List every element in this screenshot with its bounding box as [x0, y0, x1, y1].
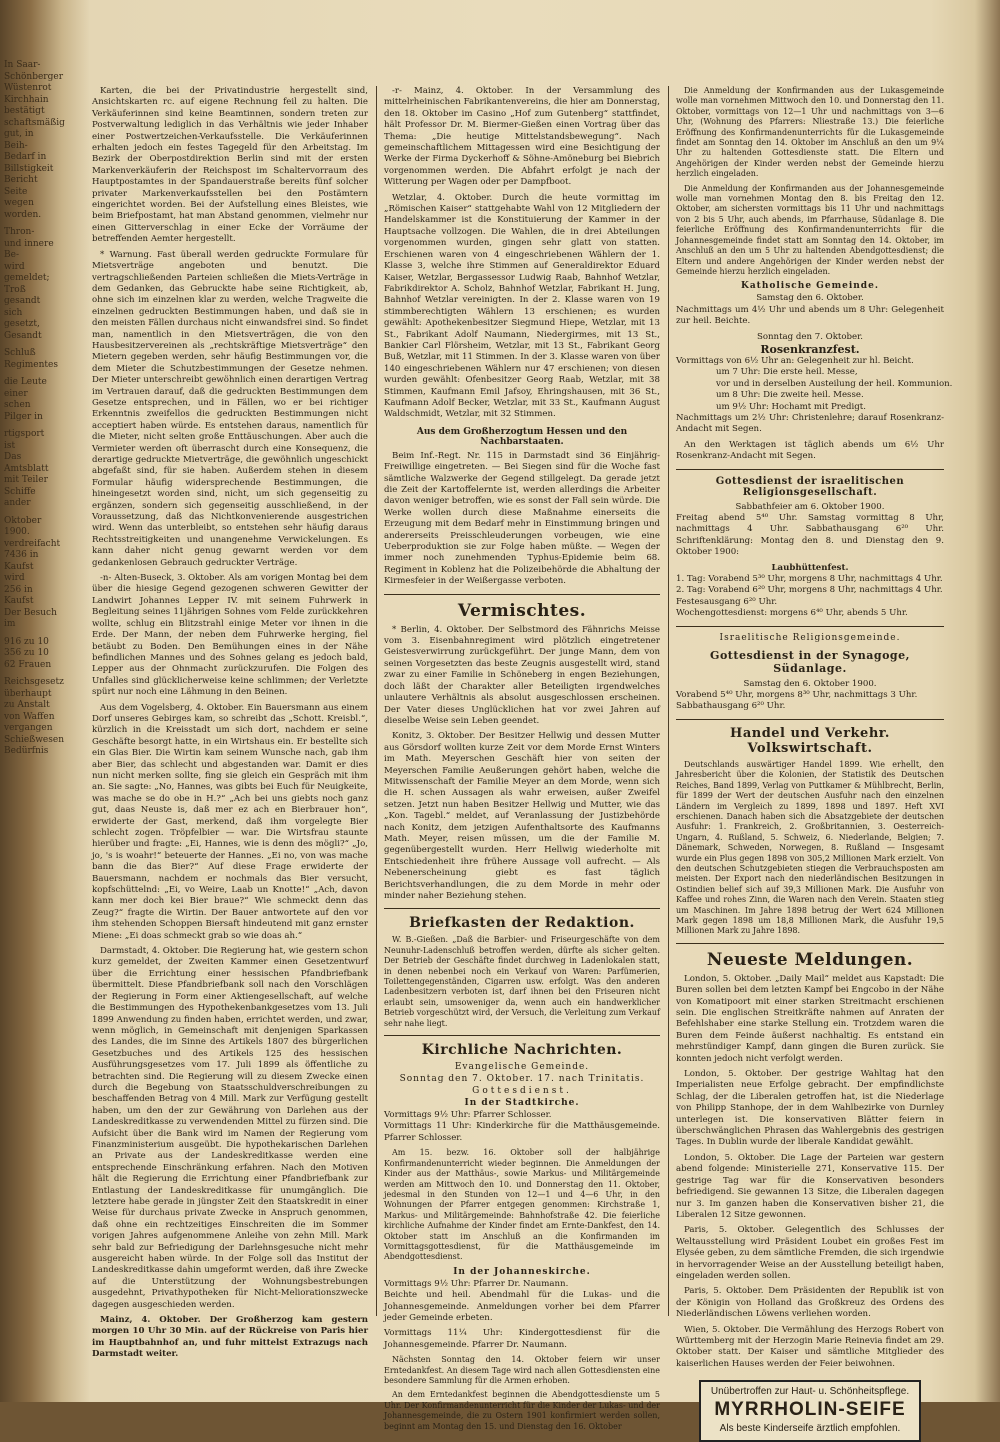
- israelite-line: Sabbathfeier am 6. Oktober 1900.: [735, 501, 885, 512]
- catholic-line: Nachmittags um 2½ Uhr: Christenlehre; darauf Rosenkranz-Andacht mit Segen.: [676, 412, 944, 435]
- ad-tagline: Unübertroffen zur Haut- u. Schönheitspflege.: [710, 1386, 910, 1398]
- article-berlin-suicide: * Berlin, 4. Oktober. Der Selbstmord des Fähnrichs Meisse vom 3. Eisenbahnregiment wird plötzlich eingetretener Geistesverwirrung zurückgeführt. Der junge Mann, dem von seinen Vorgesetzten das beste Zeugnis ausgestellt wird, stand zwar zu einer Familie in Schöneberg in engen Beziehungen, doch läßt der Charakter aller Beteiligten irgendwelches unlautere Verhältnis als absolut ausgeschlossen erscheinen. Der Vater dieses Unglücklichen hat vor zwei Jahren auf dieselbe Weise sein Leben geendet.: [384, 624, 660, 726]
- israelite-line: 1. Tag: Vorabend 5³⁰ Uhr, morgens 8 Uhr, nachmittags 4 Uhr.: [676, 574, 943, 585]
- news-london-boers: London, 5. Oktober. „Daily Mail“ meldet aus Kapstadt: Die Buren sollen bei dem letzten Kampf bei Engcobo in der Nähe von Komatipoort mit einer starken Streitmacht erschienen sein. Die englischen Streitkräfte nahmen auf Anraten der Befehlshaber eine starke Stellung ein. Trotzdem waren die Buren dem Feinde äußerst nachhaltig. Es entstand ein mehrstündiger Kampf, dann gingen die Buren zurück. Sie konnten jedoch nicht verfolgt werden.: [676, 973, 944, 1064]
- news-london-parties: London, 5. Oktober. Die Lage der Parteien war gestern abend folgende: Ministerielle 271, Konservative 115. Der gestrige Tag war für die Konservativen besonders befriedigend. Sie gewannen 13 Sitze, die Liberalen dagegen nur 3. Im ganzen haben die Konservativen bisher 21, die Liberalen 12 Sitze gewonnen.: [676, 1152, 944, 1220]
- subheading-johanneskirche: In der Johanneskirche.: [453, 1266, 591, 1277]
- service-line: Vormittags 9½ Uhr: Pfarrer Schlosser.: [384, 1110, 552, 1121]
- prev-fragment: Oktober 1900. verdreifacht 7436 in Kaufst wird 256 in Kaufst Der Besuch im: [4, 515, 61, 629]
- article-warning-leases: * Warnung. Fast überall werden gedruckte Formulare für Mietsverträge angeboten und benutzt. Die vertragschließenden Parteien schließen die Miets-Verträge in dem Gedanken, das Gebruckte habe seine Richtigkeit, ab, ohne sich im einzelnen klar zu werden, welche Tragweite die einzelnen gedruckten Bestimmungen haben, und daß sie in den meisten Fällen durchaus nicht einwandsfrei sind. So findet man, namentlich in den Mietsverträgen, die von den Hausbesitzervereinen als „rechtskräftige Mietsverträge“ den Mietern gegeben werden, sehr häufig Bestimmungen vor, die dem Mieter die Schutzbestimmungen der Gesetze nehmen. Der Mieter unterschreibt gewöhnlich einen derartigen Vertrag im Vertrauen darauf, daß die gedruckten Bestimmungen dem Gesetze entsprechen, und in Fällen, wo er bei richtiger Erkenntnis zweifellos die gedruckten Bestimmungen nicht acceptiert haben würde. Es entstehen daraus, namentlich für die Mieter, nicht selten große Enttäuschungen. Aber auch die Vermieter werden oft überrascht durch eine Konsequenz, die derartige gedruckte Mietverträge, die gewöhnlich ungeschickt abgefaßt sind, für sie haben. Außerdem stehen in diesem Formular häufig widersprechende Bestimmungen, die hineingesetzt worden sind, nicht, um sich gegenseitig zu ergänzen, sondern sich gegenseitig ausschließend, in der Voraussetzung, daß das Nichtkonvenierende ausgestrichen wird. Wenn das unterbleibt, so entstehen sehr häufig daraus Rechtsstreitigkeiten und unangenehme Verwickelungen. Es kann daher nicht genug gewarnt werden vor dem gedankenlosen Gebrauch gedruckter Verträge.: [92, 249, 368, 568]
- synagogue-line: Samstag den 6. Oktober 1900.: [743, 678, 877, 689]
- divider: [676, 626, 944, 627]
- article-infantry-siegen: Beim Inf.-Regt. Nr. 115 in Darmstadt sind 36 Einjährig-Freiwillige eingetreten. — Bei Siegen sind für die Woche fast sämtliche Walzwerke der Gegend stillgelegt. Da gerade jetzt die Zeit der Kartoffelernte ist, werden allerdings die Arbeiter davon weniger betroffen, wie es sonst der Fall sein würde. Die Werke wollen durch diese Maßnahme einerseits die Erzeugung mit dem Bedarf mehr in Einstimmung bringen und andererseits Preisschleuderungen vorbeugen, wie eine Ueberproduktion sie zur Folge haben müßte. — Wegen der immer noch zunehmenden Typhus-Epidemie beim 68. Regiment in Koblenz hat die Polizeibehörde die Abhaltung der Kirmesfeier in der Weißergasse verboten.: [384, 450, 660, 587]
- synagogue-line: Sabbathausgang 6²⁰ Uhr.: [676, 701, 786, 712]
- divider: [384, 594, 660, 595]
- israelite-line: Laubhüttenfest.: [771, 562, 849, 573]
- divider: [384, 908, 660, 909]
- catholic-line: vor und in derselben Austeilung der heil. Kommunion.: [716, 378, 953, 389]
- news-vienna-wedding: Wien, 5. Oktober. Die Vermählung des Herzogs Robert von Württemberg mit der Herzogin Marie Reinevia findet am 29. Oktober statt. Der Kaiser und sämtliche Mitglieder des kaiserlichen Hauses werden der Feier beiwohnen.: [676, 1324, 944, 1369]
- israelite-line: 2. Tag: Vorabend 6²⁰ Uhr, morgens 8 Uhr, nachmittags 4 Uhr.: [676, 585, 943, 596]
- column-3: [676, 86, 953, 1435]
- evening-service-notice: An dem Erntedankfest beginnen die Abendgottesdienste um 5 Uhr. Der Konfirmandenunterricht für die Kinder der Lukas- und der Johannesgemeinde, die zu Ostern 1901 konfirmiert werden sollen, beginnt am Montag den 15. und Dienstag den 16. Oktober: [384, 1390, 660, 1431]
- lukas-confirmation: Die Anmeldung der Konfirmanden aus der Lukasgemeinde wolle man vornehmen Mittwoch den 10. und Donnerstag den 11. Oktober, vormittags von 12—1 Uhr und nachmittags von 3—6 Uhr, (Wohnung des Pfarrers: Nliestraße 13.) Die feierliche Eröffnung des Konfirmandenunterrichts für die Lukasgemeinde findet am Sonntag den 14. Oktober im Anschluß an den um 9¼ Uhr zu haltenden Gottesdienste statt. Die Eltern und Angehörigen der Kinder werden nebst der Gemeinde hierzu herzlich eingeladen.: [676, 86, 944, 179]
- section-heading-briefkasten: Briefkasten der Redaktion.: [409, 915, 635, 932]
- article-mainz-manufacturers: -r- Mainz, 4. Oktober. In der Versammlung des mittelrheinischen Fabrikantenvereins, die hier am Donnerstag, den 18. Oktober im Casino „Hof zum Gutenberg“ stattfindet, hält Professor Dr. M. Biermer-Gießen einen Vortrag über das Thema: „Die heutige Mittelstandsbewegung“. Nach gemeinschaftlichem Mittagessen wird eine Besichtigung der Werke der Firma Dyckerhoff & Söhne-Amöneburg bei Biebrich vorgenommen werden. Die Abfahrt erfolgt je nach der Witterung per Wagen oder per Dampfboot.: [384, 86, 660, 188]
- news-paris-exhibition: Paris, 5. Oktober. Gelegentlich des Schlusses der Weltausstellung wird Präsident Loubet ein großes Fest im Elysée geben, zu dem sämtliche Fremden, die sich irgendwie in hervorragender Weise an der Ausstellung beteiligt haben, eingeladen werden sollen.: [676, 1225, 944, 1281]
- catholic-line: Samstag den 6. Oktober.: [756, 293, 864, 304]
- service-date: Sonntag den 7. Oktober. 17. nach Trinitatis.: [399, 1074, 645, 1085]
- article-wetzlar-election: Wetzlar, 4. Oktober. Durch die heute vormittag im „Römischen Kaiser“ stattgehabte Wahl von 12 Mitgliedern der Handelskammer ist die Konstituierung der Kammer in der Hauptsache vollzogen. Die Wahlen, die in drei Abteilungen vorgenommen wurden, gingen sehr glatt von statten. Erschienen waren von 4 eingeschriebenen Wählern der 1. Klasse 3, welche ihre Stimmen auf Generaldirektor Eduard Kaiser, Wetzlar, Bergassessor Ludwig Raab, Bahnhof Wetzlar, Fabrikdirektor A. Scholz, Bahnhof Wetzlar, Fabrikant H. Jung, Bahnhof Wetzlar vereinigten. In der 2. Klasse waren von 19 stimmberechtigten Wählern 13 erschienen; es wurden gewählt: Apothekenbesitzer Siegmund Hiepe, Wetzlar, mit 13 St., Fabrikant Adolf Naumann, Niedergirmes, mit 13 St., Bankier Carl Flörsheim, Wetzlar, mit 13 St., Fabrikant Georg Buß, Wetzlar, mit 11 Stimmen. In der 3. Klasse waren von über 140 eingeschriebenen Wählern nur 47 erschienen; von diesen wurden gewählt: Ofenbesitzer Georg Raab, Wetzlar, mit 38 Stimmen, Kaufmann Emil Jafsoy, Ehringshausen, mit 36 St., Kaufmann Adolf Becker, Wetzlar, mit 33 St., Kaufmann August Waldschmidt, Wetzlar, mit 32 Stimmen.: [384, 192, 660, 420]
- letter-reply: W. B.-Gießen. „Daß die Barbier- und Friseurgeschäfte von dem Neunuhr-Ladenschluß betroffen werden, dürfte als sicher gelten. Der Betrieb der Geschäfte findet durchweg in Ladenlokalen statt, in denen nebenbei noch ein Verkauf von Waren: Parfümerien, Toilettengegenständen, Cigarren usw. erfolgt. Was den anderen Ladenbesitzern verboten ist, darf ihnen bei den Friseuren nicht erlaubt sein, umsoweniger da, wenn auch ein handwerklicher Betrieb vorgeschützt wird, der Versuch, die Verleitung zum Verkauf sehr nahe liegt.: [384, 935, 660, 1028]
- synagogue-line: Vorabend 5⁴⁰ Uhr, morgens 8³⁰ Uhr, nachmittags 3 Uhr.: [676, 690, 918, 701]
- heading-latest-news: Neueste Meldungen.: [706, 949, 914, 970]
- prev-fragment: 916 zu 10 356 zu 10 62 Frauen: [4, 636, 52, 670]
- confirmation-notice: Am 15. bezw. 16. Oktober soll der halbjährige Konfirmandenunterricht wieder beginnen. Die Anmeldungen der Kinder aus der Matthäus-, sowie Markus- und Militärgemeinde werden am Mittwoch den 10. und Donnerstag den 11. Oktober, jedesmal in den Stunden von 12—1 und 4—6 Uhr, in den Wohnungen der Pfarrer entgegen genommen: Kirchstraße 1, Markus- und Militärgemeinde: Bahnhofstraße 42. Die feierliche kirchliche Aufnahme der Kinder findet am Ernte-Dankfest, den 14. Oktober statt im Anschluß an die Konfirmanden im Vormittagsgottesdienst, für die Matthäusgemeinde im Abendgottesdienst.: [384, 1148, 660, 1262]
- previous-page-edge: [0, 60, 65, 1400]
- divider: [676, 943, 944, 944]
- harvest-notice: Nächsten Sonntag den 14. Oktober feiern wir unser Erntedankfest. An diesem Tage wird nach allen Gottesdiensten eine besondere Sammlung für die Armen erhoben.: [384, 1355, 660, 1385]
- article-foreign-trade: Deutschlands auswärtiger Handel 1899. Wie erhellt, den Jahresbericht über die Kolonien, der Statistik des Deutschen Reiches, Band 1899, Verlag von Puttkamer & Mühlbrecht, Berlin, für 1899 der Wert der deutschen Ausfuhr nach den einzelnen Ländern im Vergleich zu 1899, 1898 und 1897. Heft XVI erschienen. Danach haben sich die Absatzgebiete der deutschen Ausfuhr: 1. Frankreich, 2. Großbritannien, 3. Oesterreich-Ungarn, 4. Rußland, 5. Schweiz, 6. Niederlande, Belgien; 7. Dänemark, Schweden, Norwegen, 8. Rußland — Insgesamt wurde ein Plus gegen 1898 von 305,2 Millionen Mark erzielt. Von den deutschen Schutzgebieten stiegen die Verbrauchsposten am meisten. Der Export nach den niederländischen Besitzungen in Ostindien belief sich auf 39,3 Millionen Mark. Die Ausfuhr von Kaffee und rohes Zinn, die Waren nach den Verein. Staaten stieg um Maschinen. Im Jahre 1898 betrug der Wert 624 Millionen Mark gegen 1898 um 18,8 Millionen Mark, die Ausfuhr 19,5 Millionen Mark zu Jahre 1898.: [676, 759, 944, 936]
- heading-trade: Handel und Verkehr. Volkswirtschaft.: [730, 725, 890, 756]
- catholic-line: An den Werktagen ist täglich abends um 6½ Uhr Rosenkranz-Andacht mit Segen.: [676, 439, 944, 462]
- news-london-election: London, 5. Oktober. Der gestrige Wahltag hat den Imperialisten neue Erfolge gebracht. Der empfindlichste Schlag, der die Liberalen getroffen hat, ist die Niederlage von Philipp Stanhope, der in dem Wahlbezirke von Durnley unterlegen ist. Die konservativen Blätter feiern in überschwänglichen Phrasen das Wahlergebnis des gestrigen Tages. In Dublin wurde der liberale Kandidat gewählt.: [676, 1069, 944, 1148]
- section-heading-kirchliche: Kirchliche Nachrichten.: [421, 1042, 623, 1059]
- prev-fragment: In Saar- Schönberger Wüstenrot Kirchhain bestätigt schaftsmäßig gut, in Beih- Bedarf in Billstigkeit Bericht Seite wegen worden.: [4, 60, 65, 220]
- column-1: [92, 86, 368, 1360]
- catholic-line: Nachmittags um 4½ Uhr und abends um 8 Uhr: Gelegenheit zur heil. Beichte.: [676, 304, 944, 327]
- article-mainz-grand-duke: Mainz, 4. Oktober. Der Großherzog kam gestern morgen 10 Uhr 30 Min. auf der Rückreise von Paris hier im Hauptbahnhof an, und fuhr mittelst Extrazugs nach Darmstadt weiter.: [92, 1315, 368, 1360]
- heading-synagogue: Gottesdienst in der Synagoge, Südanlage.: [710, 648, 910, 675]
- prev-fragment: Schluß Regimentes: [4, 348, 58, 370]
- catholic-line: Sonntag den 7. Oktober.: [756, 331, 864, 342]
- catholic-line: um 7 Uhr: Die erste heil. Messe,: [716, 367, 858, 378]
- article-alten-buseck: -n- Alten-Buseck, 3. Oktober. Als am vorigen Montag bei dem über die hiesige Gegend gezogenen schweren Gewitter der Landwirt Johannes Lepper IV. mit seinem Fuhrwerk in Begleitung seines 11jährigen Sohnes vom Felde zurückkehren wollte, schlug ein Blitzstrahl einige Meter vor ihnen in die Erde. Der Mann, der neben dem Fuhrwerke herging, fiel betäubt zu Boden. Den Bemühungen eines in der Nähe befindlichen Mannes und des Sohnes gelang es jedoch bald, Lepper aus der Ohnmacht zurückzurufen. Die Folgen des Unfalles sind glücklicherweise keine schlimmen; der Verletzte spürt nur noch eine Lähmung in den Beinen.: [92, 573, 368, 698]
- subheading-service: Gottesdienst.: [472, 1086, 572, 1097]
- prev-fragment: Reichsgesetz überhaupt zu Anstalt von Waffen vergangen Schießwesen Bedürfnis: [4, 677, 64, 756]
- catholic-line: Vormittags von 6½ Uhr an: Gelegenheit zur hl. Beicht.: [676, 355, 914, 366]
- article-vogelsberg: Aus dem Vogelsberg, 4. Oktober. Ein Bauersmann aus einem Dorf unseres Gebirges kam, so schreibt das „Schott. Kreisbl.“, kürzlich in die Kreisstadt um sich dort, nachdem er seine Geschäfte besorgt hatte, in ein Wirtshaus ein. Er bestellte sich ein Glas Bier. Die Wirtin kam seinem Wunsche nach, gab ihm aber Bier, das schlecht und abgestanden war. Damit er dies nun nicht merken sollte, fing sie gleich ein Gespräch mit ihm an. Sie sagte: „No, Hannes, was gibts bei Euch für Neuigkeite, was mache se do obe in H.?“ „Ach bei uns giebts noch ganz gut, daas Neuste is, daß mer ez ach en Bierbrauer hon“, erwiderte der Gast, merkend, daß ihm vorgelegte Bier schlecht zogen. Tröpfelbier — war. Die Wirtsfrau staunte hierüber und fragte: „Ei, Hannes, wie is denn des mögli?“ „Jo, jo, 's is woahr!“ beteuerte der Hannes. „Ei no, von was mache bann die das Bier?“ Auf diese Frage erwiderte der Bauersmann, nachdem er nochmals das Bier versucht, kopfschüttelnd: „Ei, vo Weire, Laab un Knotte!“ „Ach, davon kann mer doch kei Bier braue?“ Wie schmeckt denn das Zeug?“ fragte die Wirtin. Der Bauer antwortete auf den vor ihm stehenden Schoppen Biersaft hindeutend mit ganz ernster Miene: „Ei doas schmeckt grab so wie doas ah.“: [92, 702, 368, 941]
- service-line: Beichte und heil. Abendmahl für die Lukas- und die Johannesgemeinde. Anmeldungen vorher bei dem Pfarrer jeder Gemeinde erbeten.: [384, 1290, 660, 1323]
- section-heading-hessen: Aus dem Großherzogtum Hessen und den Nachbarstaaten.: [416, 426, 628, 447]
- column-rule: [376, 86, 377, 1316]
- prev-fragment: rtigsport ist Das Amtsblatt mit Teiler Schiffe ander: [4, 429, 49, 508]
- heading-israelite-community: Israelitische Religionsgemeinde.: [719, 632, 901, 643]
- catholic-line: Rosenkranzfest.: [760, 342, 860, 356]
- divider: [676, 469, 944, 470]
- article-konitz: Konitz, 3. Oktober. Der Besitzer Hellwig und dessen Mutter aus Görsdorf wollten kurze Zeit vor dem Morde Ernst Winters im Math. Meyerschen Geschäft hier von seiten der Meyerschen Familie Aeußerungen gehört haben, welche die Mitwissenschaft der Familie Meyer an dem Morde, wenn sich die H. schen Aussagen als wahr erweisen, außer Zweifel setzen. Jetzt nun haben Besitzer Hellwig und Mutter, wie das „Kon. Tagebl.“ meldet, auf Veranlassung der Justizbehörde nach Konitz, dem jetzigen Aufenthaltsorte des Kaufmanns Math. Meyer, reisen müssen, um die der Familie M. gegenübergestellt wurden. Herr Hellwig wiederholte mit Entschiedenheit ihre frühere Aussage voll aufrecht. — Als Nebenerscheinung giebt es fast täglich Berichtsverhandlungen, die zu dem Morde in mehr oder minder naher Beziehung stehen.: [384, 731, 660, 901]
- divider: [384, 1035, 660, 1036]
- ad-product-name: MYRRHOLIN-SEIFE: [714, 1399, 906, 1421]
- heading-israelite-society: Gottesdienst der israelitischen Religionsgesellschaft.: [715, 475, 905, 498]
- prev-fragment: Thron- und innere Be- wird gemeldet; Troß gesandt sich gesetzt, Gesandt: [4, 227, 54, 341]
- subheading-evangelical: Evangelische Gemeinde.: [454, 1062, 590, 1073]
- johannes-confirmation: Die Anmeldung der Konfirmanden aus der Johannesgemeinde wolle man vornehmen Montag den 8. bis Freitag den 12. Oktober, am sichersten vormittags bis 11 Uhr und nachmittags von 2 bis 5 Uhr, auch abends, im Pfarrhause, Südanlage 8. Die feierliche Eröffnung des Konfirmandenunterrichts für die Johannesgemeinde findet statt am Sonntag den 14. Oktober, im Anschluß an den um 5 Uhr zu haltenden Abendgottesdienst; die Eltern und andere Angehörigen der Kinder werden nebst der Gemeinde hierzu herzlich eingeladen.: [676, 183, 944, 276]
- prev-fragment: die Leute einer schen Pilger in: [4, 377, 47, 422]
- subheading-stadtkirche: In der Stadtkirche.: [464, 1098, 580, 1109]
- article-postal-sales: Karten, die bei der Privatindustrie hergestellt sind, Ansichtskarten rc. auf eigene Rechnung feil zu halten. Die Verkäuferinnen sind keine Beamtinnen, sondern treten zur Postverwaltung lediglich in das Verhältnis wie jeder Inhaber einer Postwertzeichen-Verkaufsstelle. Die Verkäuferinnen erhalten jedoch ein festes Tagegeld für den Arbeitstag. Im Bezirk der Oberpostdirektion Berlin sind mit der ersten Markenverkäuferin der Reichspost im Schaltervorraum des Hauptpostamtes in der Spandauerstraße bereits fünf solcher privater Markenverkaufsstellen bei den Postämtern eingerichtet worden. Bei der Aufstellung eines Bleistes, wie beim Briefpostamt, hat man Abstand genommen, vielmehr nur einen Gitterverschlag in einer Ecke der Vorräume der betreffenden Aemter hergestellt.: [92, 86, 368, 245]
- news-paris-order: Paris, 5. Oktober. Dem Präsidenten der Republik ist von der Königin von Holland das Großkreuz des Ordens des Niederländischen Löwens verliehen worden.: [676, 1286, 944, 1320]
- soap-advertisement: [699, 1380, 921, 1442]
- catholic-line: um 8 Uhr: Die zweite heil. Messe.: [716, 390, 864, 401]
- israelite-line: Wochengottesdienst: morgens 6⁴⁰ Uhr, abends 5 Uhr.: [676, 608, 908, 619]
- heading-catholic: Katholische Gemeinde.: [741, 281, 879, 292]
- catholic-line: um 9½ Uhr: Hochamt mit Predigt.: [716, 401, 866, 412]
- article-darmstadt-bank: Darmstadt, 4. Oktober. Die Regierung hat, wie gestern schon kurz gemeldet, der Zweiten Kammer einen Gesetzentwurf über die Errichtung einer hessischen Pfandbriefbank übermittelt. Diese Pfandbriefbank soll nach den Vorschlägen der Regierung in Form einer Aktiengesellschaft, auf welche die Bestimmungen des Hypothekenbankgesetzes vom 13. Juli 1899 Anwendung zu finden haben, errichtet werden, und zwar, wenn möglich, in Gemeinschaft mit denjenigen Sparkassen des Landes, die im Sinne des Artikels 1807 des bürgerlichen Gesetzbuches und des Artikels 125 des hessischen Ausführungsgesetzes vom 17. Juli 1899 als öffentliche zu betrachten sind. Die Regierung will zu diesem Zwecke einen durch die Begebung von Staatsschuldverschreibungen zu beschaffenden Betrag von 4 Mill. Mark zur Verfügung gestellt haben, um den der zur Gewährung von Darlehen aus der Landeskreditkasse zu verwendenden Mittel zu fürzen sind. Die Aufsicht über die Bank wird im Namen der Regierung vom Finanzministerium ausgeübt. Die hypothekarischen Darlehen an Private aus der Landeskreditkasse werden eine entsprechende Einschränkung erfahren. Nach den Motiven hält die Regierung die Errichtung einer Pfandbriefbank zur Entlastung der Landeskreditkasse für unumgänglich. Die letztere habe gerade in jüngster Zeit den Staatskredit in einer Weise für durchaus private Zwecke in Anspruch genommen, daß ohne ein rechtzeitiges Einschreiten die im Sommer vorigen Jahres aufgenommene Anleihe von zehn Mill. Mark sehr bald zur Befriedigung der Darlehnsgesuche nicht mehr ausgereicht haben würde. In der Folge soll das Institut der Landeskreditkasse dahin umgeformt werden, daß ihre Zwecke auf die Unterstützung der Wohnungsbestrebungen ausgedehnt, Privathypotheken für Nicht-Meliorationszwecke dagegen ausgeschieden werden.: [92, 946, 368, 1310]
- service-line: Vormittags 11 Uhr: Kinderkirche für die Matthäusgemeinde. Pfarrer Schlosser.: [384, 1121, 660, 1143]
- ad-claim: Als beste Kinderseife ärztlich empfohlen.: [719, 1423, 901, 1435]
- column-rule: [668, 86, 669, 1316]
- service-line: Vormittags 9½ Uhr: Pfarrer Dr. Naumann.: [384, 1278, 569, 1289]
- service-line: Vormittags 11¼ Uhr: Kindergottesdienst für die Johannesgemeinde. Pfarrer Dr. Naumann.: [384, 1328, 660, 1350]
- column-2: [384, 86, 660, 1431]
- section-heading-vermischtes: Vermischtes.: [457, 600, 587, 621]
- israelite-line: Freitag abend 5⁴⁰ Uhr. Samstag vormittag 8 Uhr, nachmittags 4 Uhr. Sabbathausgang 6²⁰ Uhr. Schriftenklärung: Montag den 8. und Dienstag den 9. Oktober 1900:: [676, 513, 944, 558]
- divider: [676, 719, 944, 720]
- israelite-line: Festesausgang 6²⁰ Uhr.: [676, 596, 778, 607]
